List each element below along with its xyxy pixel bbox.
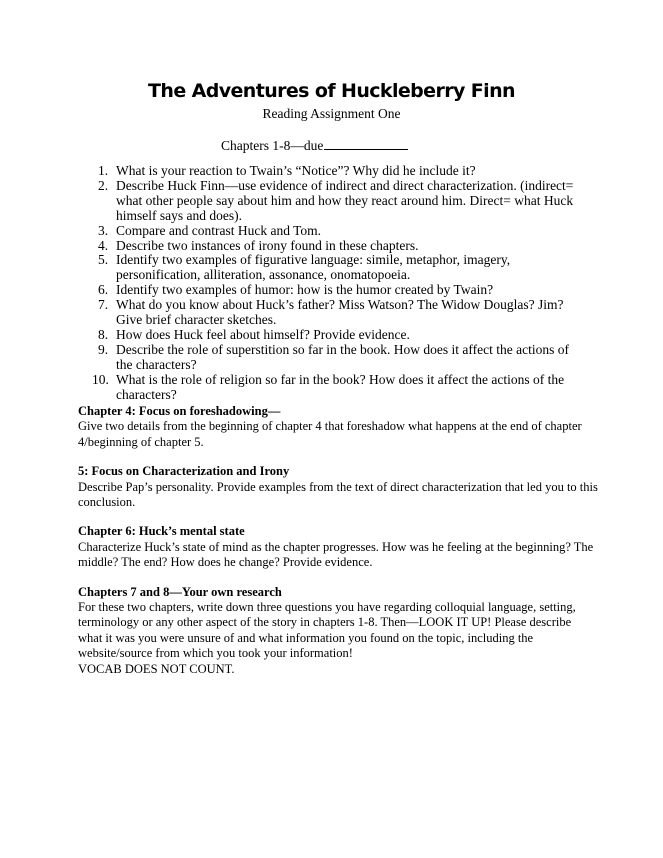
vocab-note: VOCAB DOES NOT COUNT. <box>78 661 235 676</box>
question-number: 10. <box>92 371 109 387</box>
question-item <box>84 343 584 373</box>
question-item <box>84 224 584 239</box>
section-body: For these two chapters, write down three questions you have regarding colloquial language, setting, terminology or any other aspect of the story in chapters 1-8. Then—LOOK IT UP! Please describe what it was you were unsure of and what information you found on the topic, including the website/source from which you took your information! <box>78 600 576 661</box>
section-chapter-5 <box>78 464 598 510</box>
question-item <box>84 298 584 328</box>
question-number: 3. <box>98 222 109 238</box>
question-text: Identify two examples of figurative language: simile, metaphor, imagery, personification, alliteration, assonance, onomatopoeia. <box>116 252 511 283</box>
question-number: 4. <box>98 237 109 253</box>
section-body: Describe Pap’s personality. Provide examples from the text of direct characterization that led you to this conclusion. <box>78 479 598 510</box>
section-heading: 5: Focus on Characterization and Irony <box>78 464 290 479</box>
question-number: 2. <box>98 177 109 193</box>
document-title: The Adventures of Huckleberry Finn <box>148 80 515 102</box>
section-chapter-6 <box>78 524 598 570</box>
question-number: 5. <box>98 252 109 268</box>
question-text: Describe the role of superstition so far in the book. How does it affect the actions of the characters? <box>116 341 570 372</box>
question-list <box>84 164 584 403</box>
question-number: 8. <box>98 326 109 342</box>
question-text: What is the role of religion so far in the book? How does it affect the actions of the characters? <box>116 371 565 402</box>
question-text: Describe Huck Finn—use evidence of indirect and direct characterization. (indirect= what other people say about him and how they react around him. Direct= what Huck himself says and does). <box>116 177 574 223</box>
question-item <box>84 253 584 283</box>
question-text: What is your reaction to Twain’s “Notice”? Why did he include it? <box>116 163 476 178</box>
section-body: Characterize Huck’s state of mind as the chapter progresses. How was he feeling at the beginning? The middle? The end? How does he change? Provide evidence. <box>78 539 594 570</box>
question-text: How does Huck feel about himself? Provide evidence. <box>116 326 410 342</box>
question-text: Compare and contrast Huck and Tom. <box>116 222 322 238</box>
section-body: Give two details from the beginning of chapter 4 that foreshadow what happens at the end of chapter 4/beginning of chapter 5. <box>78 419 582 449</box>
section-heading: Chapter 6: Huck’s mental state <box>78 524 245 539</box>
chapters-due-line <box>221 137 408 154</box>
document-subtitle: Reading Assignment One <box>262 106 401 121</box>
question-item <box>84 179 584 224</box>
question-item <box>84 373 584 403</box>
question-item <box>84 164 584 179</box>
question-text: Identify two examples of humor: how is the humor created by Twain? <box>116 282 494 298</box>
question-item <box>84 239 584 254</box>
question-item <box>84 283 584 298</box>
section-heading: Chapter 4: Focus on foreshadowing— <box>78 404 281 418</box>
question-number: 9. <box>98 341 109 357</box>
question-text: Describe two instances of irony found in these chapters. <box>116 237 419 253</box>
question-text: What do you know about Huck’s father? Miss Watson? The Widow Douglas? Jim? Give brief character sketches. <box>116 297 564 328</box>
question-number: 1. <box>98 163 109 178</box>
chapters-due-label: Chapters 1-8—due <box>221 138 324 153</box>
due-date-blank <box>324 137 408 150</box>
question-item <box>84 328 584 343</box>
question-number: 7. <box>98 297 109 313</box>
section-chapter-4 <box>78 404 598 450</box>
chapter-sections <box>78 404 598 691</box>
question-number: 6. <box>98 282 109 298</box>
section-chapters-7-8 <box>78 585 598 677</box>
section-heading: Chapters 7 and 8—Your own research <box>78 584 282 599</box>
